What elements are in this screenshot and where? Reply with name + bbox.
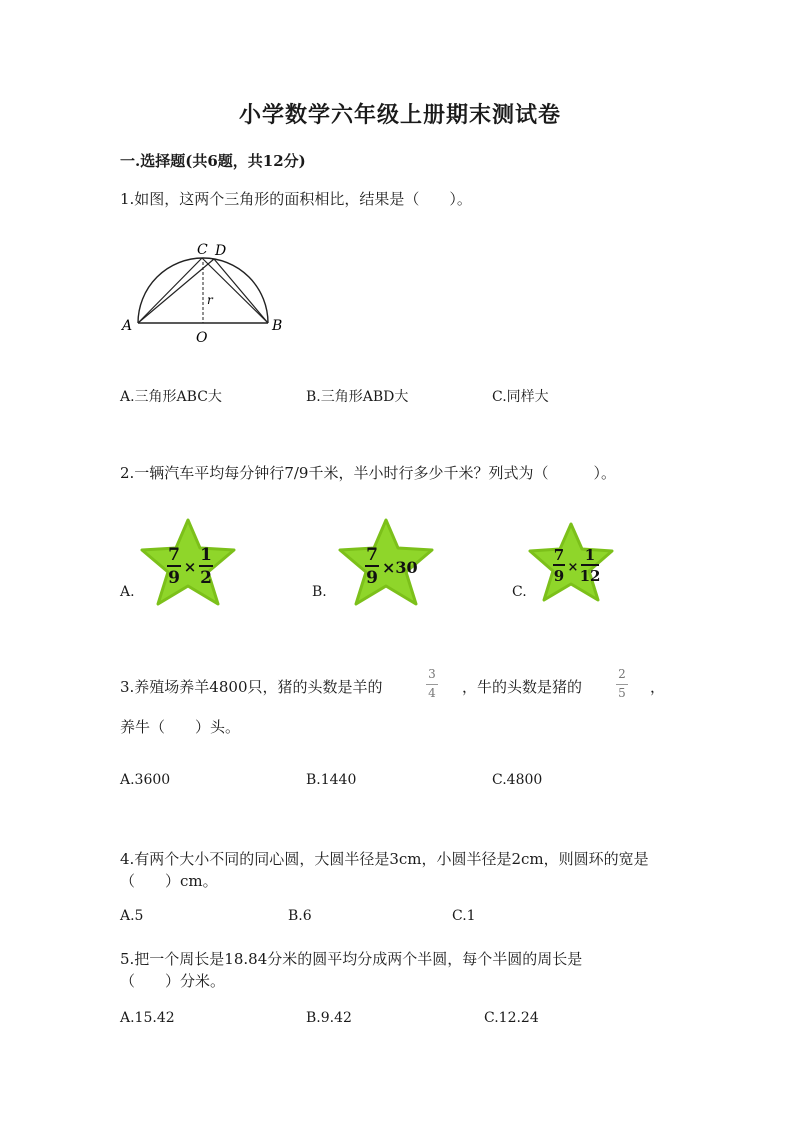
label-d: D [215,243,227,259]
star-a-den2: 2 [200,568,212,588]
fraction-3-4-den: 4 [428,685,436,700]
star-c-num2: 1 [584,546,596,564]
q2-option-c[interactable]: C. [512,584,527,600]
question-4-line2: （ ）cm。 [120,872,218,890]
q3-option-a[interactable]: A.3600 [120,772,171,788]
q3-option-c[interactable]: C.4800 [492,772,543,788]
q5-option-b[interactable]: B.9.42 [306,1010,352,1026]
star-a-op: × [183,558,197,576]
section-heading: 一.选择题(共6题，共12分) [120,152,306,170]
star-a-den1: 9 [168,568,180,588]
question-5-line2: （ ）分米。 [120,972,226,990]
star-a-num2: 1 [200,545,212,565]
label-a: A [122,318,133,334]
q2-option-a[interactable]: A. [120,584,135,600]
star-c-den2: 12 [579,567,601,585]
fraction-2-5-den: 5 [618,685,626,700]
question-5-line1: 5.把一个周长是18.84分米的圆平均分成两个半圆，每个半圆的周长是 [120,950,583,968]
star-b-num1: 7 [366,545,378,565]
question-3-text-part1: 3.养殖场养羊4800只，猪的头数是羊的 [120,678,383,696]
question-4-line1: 4.有两个大小不同的同心圆，大圆半径是3cm，小圆半径是2cm，则圆环的宽是 [120,850,649,868]
question-3-text-part2: ，牛的头数是猪的 [462,678,583,696]
semicircle-triangle-figure [118,238,298,348]
q1-option-a[interactable]: A.三角形ABC大 [120,389,222,405]
q1-option-b[interactable]: B.三角形ABD大 [306,389,409,405]
question-2-text: 2.一辆汽车平均每分钟行7/9千米，半小时行多少千米？列式为（ ）。 [120,464,616,482]
q4-option-a[interactable]: A.5 [120,908,144,924]
q4-option-c[interactable]: C.1 [452,908,476,924]
q1-option-c[interactable]: C.同样大 [492,389,549,405]
q2-option-b[interactable]: B. [312,584,327,600]
fraction-3-4 [426,668,438,701]
star-a-num1: 7 [168,545,180,565]
label-r: r [207,293,213,307]
fraction-2-5-num: 2 [618,667,626,681]
star-c-num1: 7 [553,546,565,564]
q5-option-c[interactable]: C.12.24 [484,1010,539,1026]
star-option-c-icon[interactable] [526,520,616,604]
question-1-text: 1.如图，这两个三角形的面积相比，结果是（ ）。 [120,190,472,208]
q5-option-a[interactable]: A.15.42 [120,1010,175,1026]
question-3-text-part3: ， [650,678,666,696]
star-b-den1: 9 [366,568,378,588]
q4-option-b[interactable]: B.6 [288,908,312,924]
page-title: 小学数学六年级上册期末测试卷 [238,102,561,128]
star-c-op: × [567,560,579,575]
question-3-text-line2: 养牛（ ）头。 [120,718,241,736]
star-option-a-icon[interactable] [138,516,238,608]
star-c-den1: 9 [553,567,565,585]
q3-option-b[interactable]: B.1440 [306,772,357,788]
fraction-2-5 [616,668,628,701]
star-b-op: ×30 [382,558,418,577]
fraction-3-4-num: 3 [428,667,436,681]
label-c: C [197,242,208,258]
label-b: B [272,318,283,334]
star-option-b-icon[interactable] [336,516,436,608]
label-o: O [196,330,208,346]
